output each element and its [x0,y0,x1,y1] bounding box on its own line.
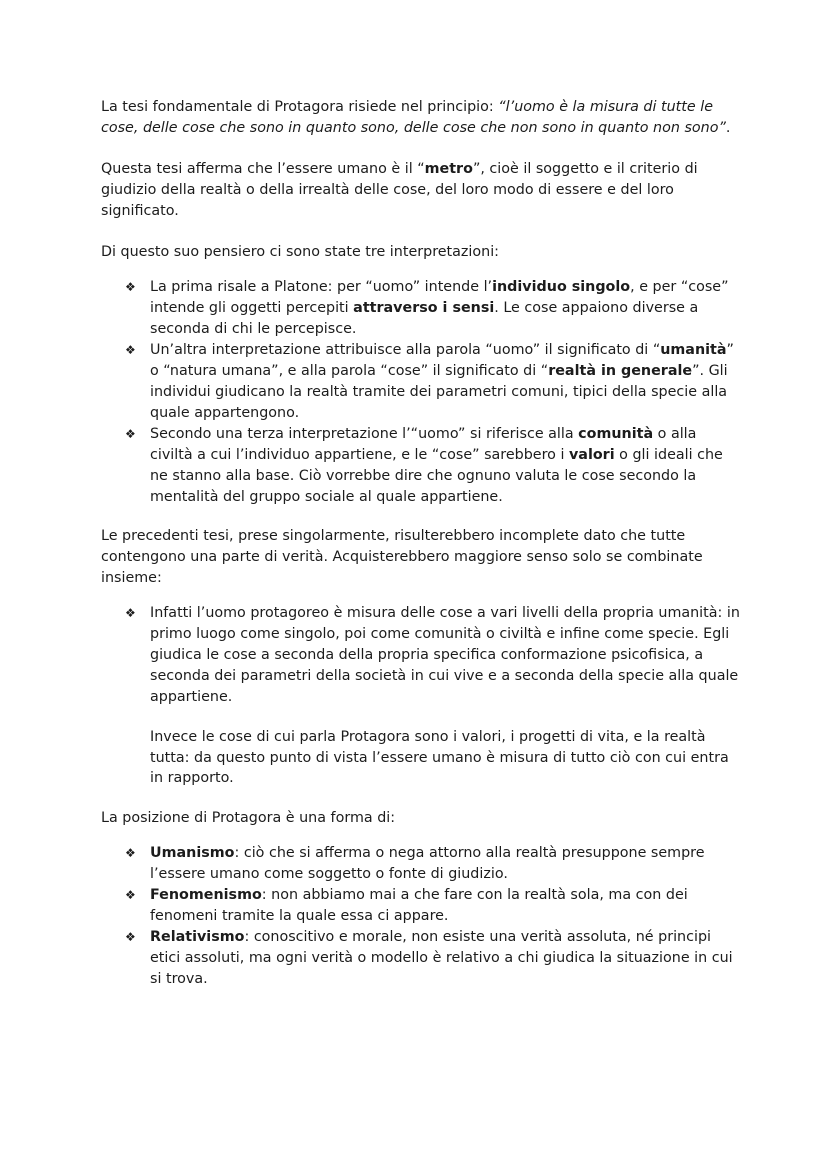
positions-intro: La posizione di Protagora è una forma di: [101,810,396,827]
list-item [101,843,741,885]
interpretations-intro: Di questo suo pensiero ci sono state tre interpretazioni: [101,243,499,260]
diamond-bullet-icon: ❖ [125,846,136,861]
diamond-bullet-icon: ❖ [125,280,136,295]
item-text: o alla civiltà a cui l’individuo appartiene, e le “cose” sarebbero i [150,425,697,463]
positions-list [101,843,741,989]
item-text: . Le cose appaiono diverse a seconda di chi le percepisce. [150,300,699,338]
diamond-bullet-icon: ❖ [125,343,136,358]
continuation-paragraph: Invece le cose di cui parla Protagora sono i valori, i progetti di vita, e la realtà tutta: da questo punto di vista l’essere umano è misura di tutto ciò con cui entra in rapporto. [150,728,729,787]
list-item [101,424,741,508]
item-text: Secondo una terza interpretazione l’“uomo” si riferisce alla [150,425,579,442]
synthesis-list [101,603,741,708]
diamond-bullet-icon: ❖ [125,929,136,944]
item-text: ”. Gli individui giudicano la realtà tramite dei parametri comuni, tipici della specie alla quale appartengono. [150,363,728,421]
item-bold: individuo singolo [492,279,631,296]
list-item [101,277,741,340]
metro-text-a: Questa tesi afferma che l’essere umano è il “ [101,160,425,177]
item-bold: comunità [578,425,654,442]
term-relativismo: Relativismo [150,928,245,945]
list-item [101,340,741,424]
item-text: : ciò che si afferma o nega attorno alla realtà presuppone sempre l’essere umano come soggetto o fonte di giudizio. [150,845,705,883]
document-page [101,97,741,990]
diamond-bullet-icon: ❖ [125,606,136,621]
item-text: : conoscitivo e morale, non esiste una verità assoluta, né principi etici assoluti, ma ogni verità o modello è relativo a chi giudica la situazione in cui si trova. [150,928,733,987]
list-item [101,927,741,990]
interpretations-list [101,277,741,507]
metro-term: metro [424,160,473,177]
item-bold: umanità [660,342,727,359]
metro-text-c: ”, cioè il soggetto e il criterio di giudizio della realtà o della irrealtà delle cose, del loro modo di essere e del loro significato. [101,160,698,219]
intro-paragraph [101,97,741,139]
diamond-bullet-icon: ❖ [125,426,136,441]
item-text: La prima risale a Platone: per “uomo” intende l’ [150,279,493,296]
list-item [101,603,741,708]
item-text: Infatti l’uomo protagoreo è misura delle cose a vari livelli della propria umanità: in primo luogo come singolo, poi come comunità o civiltà e infine come specie. Egli giudica le cose a seconda della propria specifica conformazione psicofisica, a seconda dei parametri della società in cui vive e a seconda della specie alla quale appartiene. [150,605,740,705]
item-text: Un’altra interpretazione attribuisce alla parola “uomo” il significato di “ [150,342,661,359]
item-bold: valori [568,446,615,463]
combination-paragraph: Le precedenti tesi, prese singolarmente, risulterebbero incomplete dato che tutte contengono una parte di verità. Acquisterebbero maggiore senso solo se combinate insieme: [101,528,703,587]
intro-end: . [725,119,731,136]
metro-paragraph [101,159,741,222]
term-umanismo: Umanismo [150,845,235,862]
item-text: , e per “cose” intende gli oggetti percepiti [150,279,729,317]
item-text: ” o “natura umana”, e alla parola “cose” il significato di “ [150,342,734,380]
item-bold: realtà in generale [548,363,693,380]
intro-text: La tesi fondamentale di Protagora risiede nel principio: [101,99,499,115]
term-fenomenismo: Fenomenismo [150,887,262,904]
diamond-bullet-icon: ❖ [125,888,136,903]
protagoras-quote: “l’uomo è la misura di tutte le cose, delle cose che sono in quanto sono, delle cose che non sono in quanto non sono” [101,99,726,136]
list-item [101,885,741,927]
item-text: : non abbiamo mai a che fare con la realtà sola, ma con dei fenomeni tramite la quale essa ci appare. [150,887,688,924]
item-text: o gli ideali che ne stanno alla base. Ciò vorrebbe dire che ognuno valuta le cose secondo la mentalità del gruppo sociale al quale appartiene. [150,446,723,505]
item-bold: attraverso i sensi [353,300,495,317]
